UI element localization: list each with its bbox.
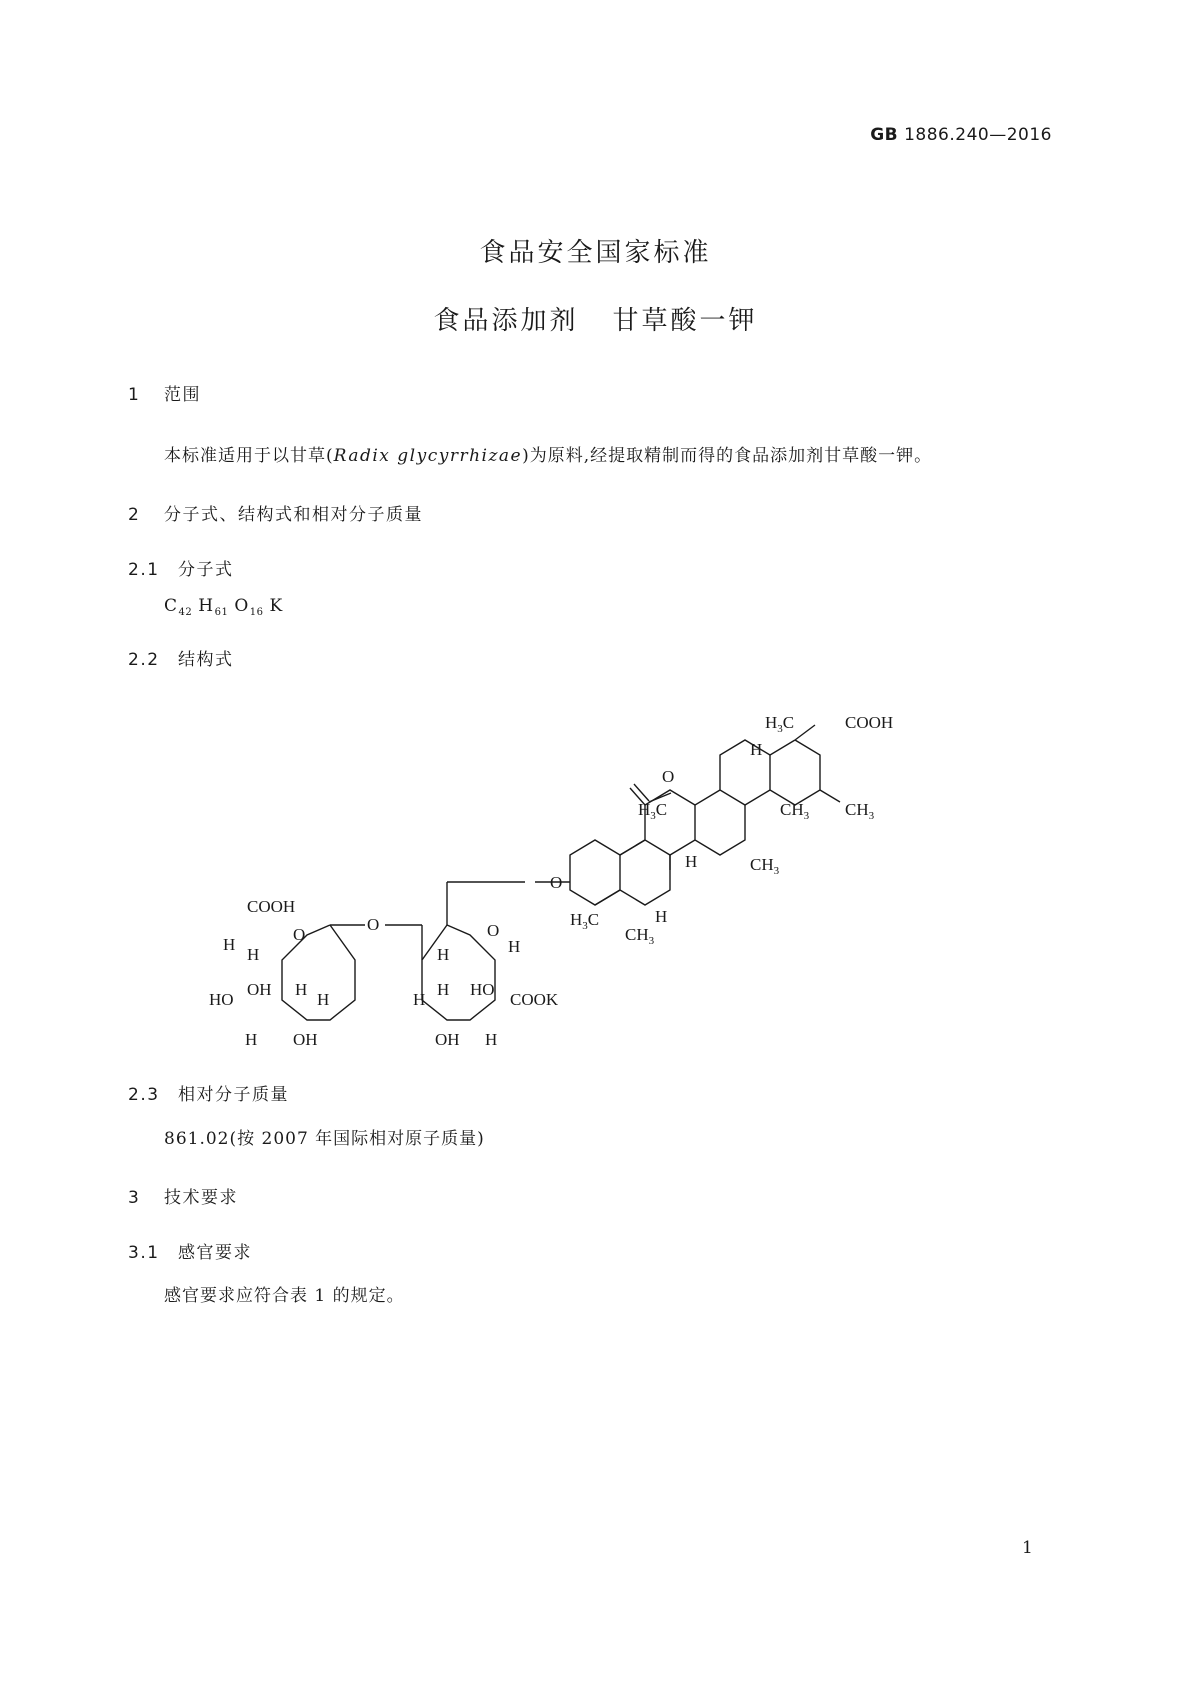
label-ch3-ring-a: $CH_3$: [625, 925, 655, 947]
label-h: H: [413, 990, 426, 1009]
label-h3c-top: $H_3C$: [765, 713, 795, 735]
standard-number: 1886.240—2016: [904, 125, 1052, 145]
label-h3c-mid: $H_3C$: [638, 800, 668, 822]
structural-formula: [205, 713, 905, 1070]
label-h: H: [508, 937, 521, 956]
section-number: 2.1: [128, 560, 160, 580]
section-number: 2.3: [128, 1085, 160, 1105]
label-h: H: [317, 990, 330, 1009]
section-heading-3: [128, 1183, 238, 1208]
formula-element: C: [164, 596, 178, 616]
label-cooh-top: COOH: [845, 713, 894, 732]
label-h: H: [223, 935, 236, 954]
latin-name: Radix glycyrrhizae: [333, 446, 523, 466]
section-number: 2: [128, 505, 141, 525]
standard-prefix: GB: [870, 125, 899, 145]
label-ch3-c: $CH_3$: [750, 855, 780, 877]
label-ch3-e: $CH_3$: [845, 800, 875, 822]
section-heading-2-1: [128, 555, 234, 580]
molecular-formula: [164, 596, 283, 618]
label-h3c-ring-a: $H_3C$: [570, 910, 600, 932]
label-ho: HO: [470, 980, 495, 999]
section-heading-2-3: [128, 1080, 289, 1105]
section-number: 3.1: [128, 1243, 160, 1263]
label-h-ring-b: H: [655, 907, 668, 926]
section-title: 分子式、结构式和相对分子质量: [164, 505, 423, 525]
subtitle-substance: 甘草酸一钾: [612, 306, 758, 336]
scope-paragraph: [164, 441, 932, 466]
formula-element: O: [234, 596, 249, 616]
label-h: H: [245, 1030, 258, 1049]
label-h-ring-c: H: [685, 852, 698, 871]
section-title: 相对分子质量: [178, 1085, 289, 1105]
label-ho: HO: [209, 990, 234, 1009]
section-heading-2-2: [128, 645, 234, 670]
label-oh: OH: [293, 1030, 318, 1049]
standard-code: [0, 125, 1052, 145]
molecular-mass-text: 861.02(按 2007 年国际相对原子质量): [164, 1129, 485, 1149]
label-sugar1-ring-o: O: [293, 925, 306, 944]
section-number: 1: [128, 385, 141, 405]
label-h: H: [247, 945, 260, 964]
section-number: 3: [128, 1188, 141, 1208]
label-h: H: [437, 945, 450, 964]
formula-count: 61: [214, 607, 229, 618]
label-ch3-d: $CH_3$: [780, 800, 810, 822]
structure-labels: [209, 713, 893, 1049]
label-h: H: [485, 1030, 498, 1049]
label-oh: OH: [435, 1030, 460, 1049]
label-oh: OH: [247, 980, 272, 999]
subtitle-category: 食品添加剂: [433, 306, 579, 336]
formula-count: 16: [249, 607, 264, 618]
label-cooh-sugar1: COOH: [247, 897, 296, 916]
section-number: 2.2: [128, 650, 160, 670]
label-cook: COOK: [510, 990, 559, 1009]
section-title: 结构式: [178, 650, 234, 670]
label-bridge-o: O: [367, 915, 380, 934]
scope-text-after: )为原料,经提取精制而得的食品添加剂甘草酸一钾。: [522, 446, 933, 466]
scope-text-before: 本标准适用于以甘草(: [164, 446, 334, 466]
section-title: 感官要求: [178, 1243, 252, 1263]
section-heading-3-1: [128, 1238, 252, 1263]
formula-element: K: [269, 596, 283, 616]
formula-count: 42: [178, 607, 193, 618]
sensory-requirement-text: 感官要求应符合表 1 的规定。: [164, 1286, 405, 1306]
page-number: 1: [1022, 1538, 1033, 1558]
label-sugar2-ring-o: O: [487, 921, 500, 940]
section-heading-2: [128, 500, 423, 525]
section-title: 范围: [164, 385, 201, 405]
formula-element: H: [198, 596, 214, 616]
section-heading-1: [128, 380, 201, 405]
section-title: 技术要求: [164, 1188, 238, 1208]
label-h: H: [437, 980, 450, 999]
section-title: 分子式: [178, 560, 234, 580]
document-title: 食品安全国家标准: [479, 238, 712, 268]
label-h: H: [295, 980, 308, 999]
label-glycoside-o: O: [550, 873, 563, 892]
document-subtitle: [0, 300, 1191, 337]
label-h-ring-e: H: [750, 740, 763, 759]
label-ketone-o: O: [662, 767, 675, 786]
